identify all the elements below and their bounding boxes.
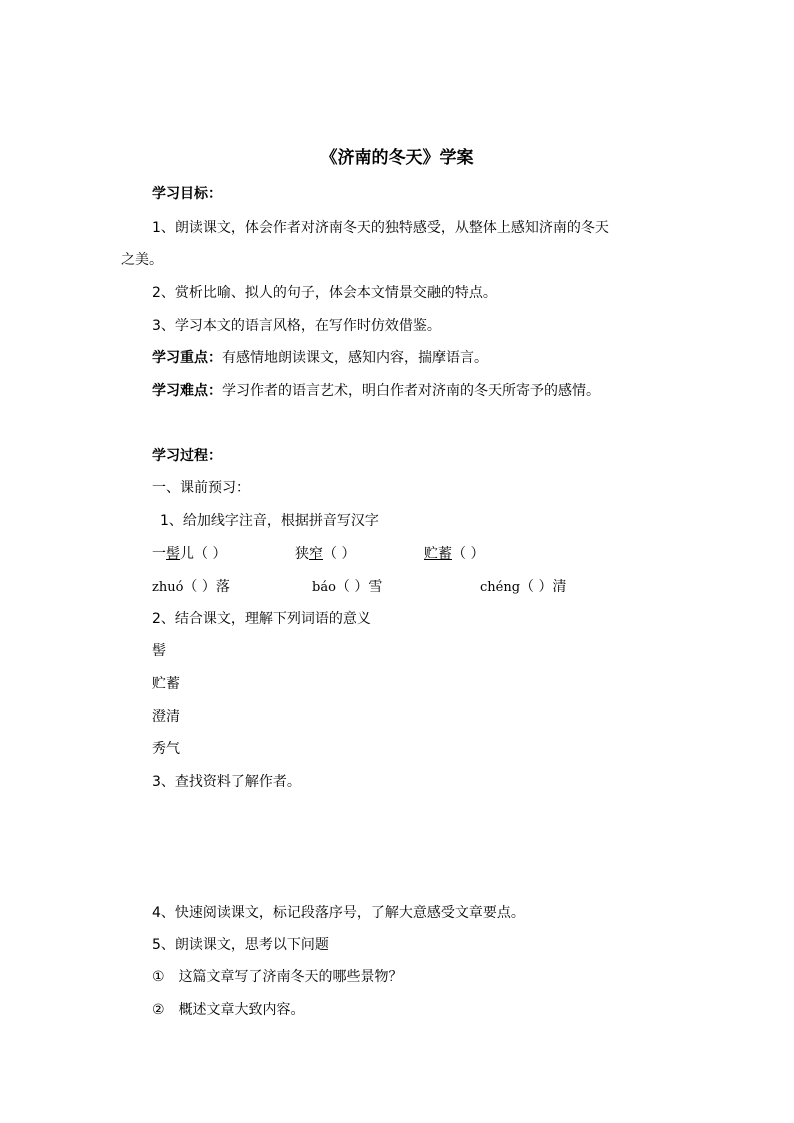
pinyin-text: chéng xyxy=(480,580,521,595)
pinyin-text: báo xyxy=(312,580,336,595)
pinyin-blank: （ ）落 xyxy=(183,579,230,595)
answer-blank: 儿（ ） xyxy=(180,546,227,562)
goal-item-3: 3、学习本文的语言风格，在写作时仿效借鉴。 xyxy=(152,318,441,334)
goal-item-2: 2、赏析比喻、拟人的句子，体会本文情景交融的特点。 xyxy=(152,285,497,301)
key-point xyxy=(152,348,488,368)
question-3: 3、查找资料了解作者。 xyxy=(152,774,301,790)
key-point-label: 学习重点： xyxy=(152,350,222,366)
pinyin-blank: （ ）清 xyxy=(520,579,567,595)
answer-blank: （ ） xyxy=(452,546,485,562)
underlined-char: 窄 xyxy=(309,546,323,562)
key-point-text: 有感情地朗读课文，感知内容，揣摩语言。 xyxy=(222,350,488,366)
pinyin-item-3 xyxy=(480,577,567,598)
answer-blank: （ ） xyxy=(323,546,356,562)
vocab-item: 澄清 xyxy=(152,709,180,725)
vocab-item: 秀气 xyxy=(152,741,180,757)
question-2: 2、结合课文，理解下列词语的意义 xyxy=(152,611,371,627)
word-item-2 xyxy=(295,544,355,564)
sub-question-1 xyxy=(152,967,403,987)
word-item-3 xyxy=(424,544,484,564)
document-title: 《济南的冬天》学案 xyxy=(320,148,474,168)
vocab-item: 贮蓄 xyxy=(152,676,180,692)
word-prefix: 一 xyxy=(152,546,166,562)
question-1: 1、给加线字注音，根据拼音写汉字 xyxy=(160,513,379,529)
question-4: 4、快速阅读课文，标记段落序号，了解大意感受文章要点。 xyxy=(152,905,525,921)
pinyin-item-1 xyxy=(152,577,230,598)
difficulty-label: 学习难点： xyxy=(152,383,222,399)
pinyin-blank: （ ）雪 xyxy=(335,579,383,595)
sub-question-text: 概述文章大致内容。 xyxy=(178,1002,305,1018)
goal-item-1-continued: 之美。 xyxy=(121,252,163,268)
underlined-char: 髻 xyxy=(166,546,180,562)
difficulty xyxy=(152,381,600,401)
vocab-item: 髻 xyxy=(152,643,166,659)
pinyin-text: zhuó xyxy=(152,580,184,595)
question-5: 5、朗读课文，思考以下问题 xyxy=(152,937,329,953)
word-prefix: 狭 xyxy=(295,546,309,562)
underlined-word: 贮蓄 xyxy=(424,546,452,562)
circled-number: ① xyxy=(152,969,165,985)
process-heading: 学习过程： xyxy=(152,448,222,464)
word-item-1 xyxy=(152,544,226,564)
preview-heading: 一、课前预习： xyxy=(152,480,250,496)
difficulty-text: 学习作者的语言艺术，明白作者对济南的冬天所寄予的感情。 xyxy=(222,383,600,399)
goals-heading: 学习目标： xyxy=(152,186,222,202)
goal-item-1: 1、朗读课文，体会作者对济南冬天的独特感受，从整体上感知济南的冬天 xyxy=(152,220,609,236)
sub-question-2 xyxy=(152,1000,305,1020)
circled-number: ② xyxy=(152,1002,165,1018)
pinyin-item-2 xyxy=(312,577,382,598)
sub-question-text: 这篇文章写了济南冬天的哪些景物？ xyxy=(178,969,403,985)
